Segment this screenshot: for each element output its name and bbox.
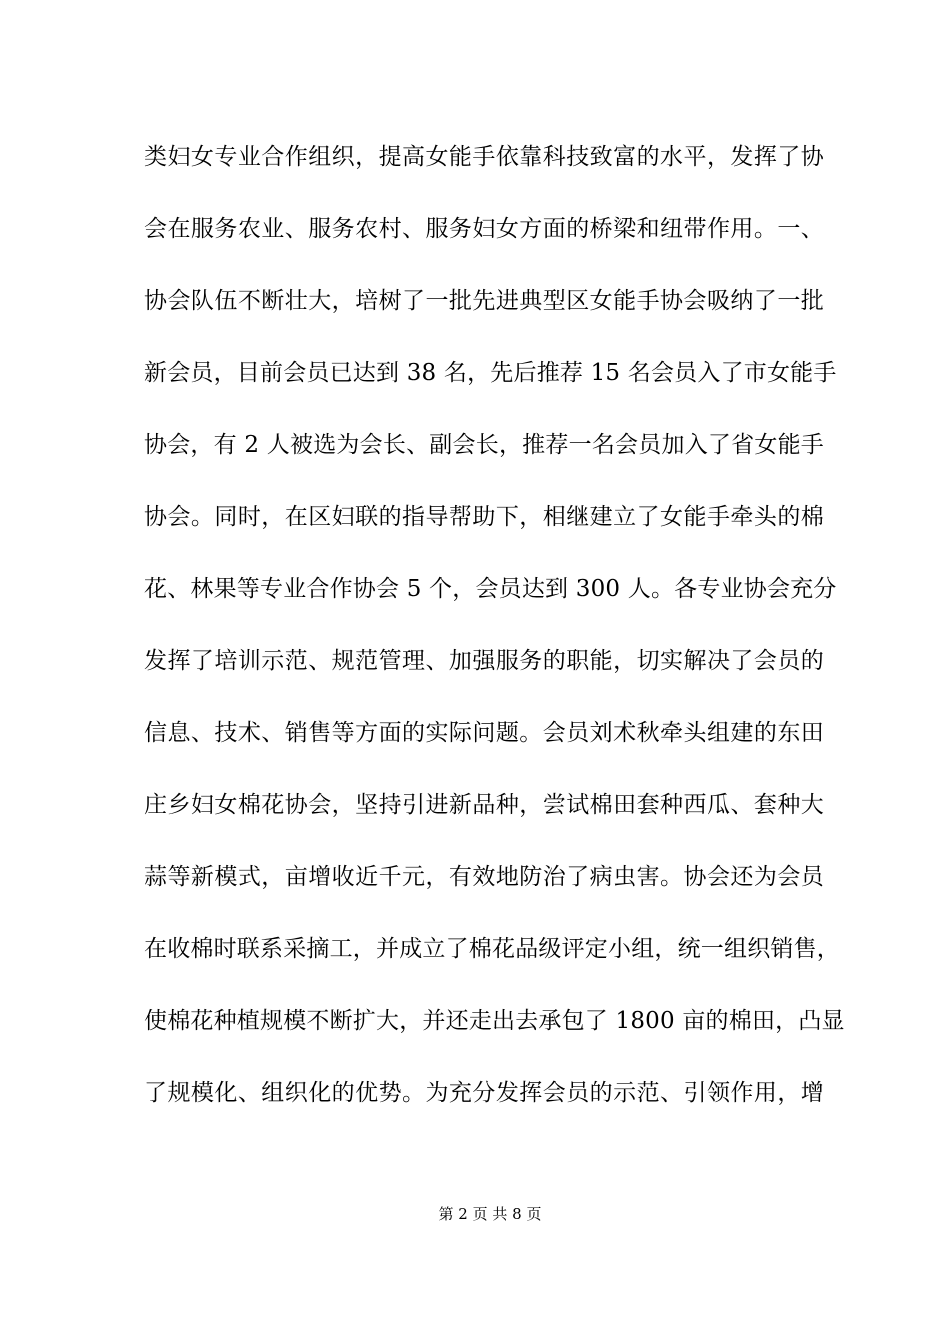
body-text-line: 蒜等新模式，亩增收近千元，有效地防治了病虫害。协会还为会员 xyxy=(144,864,824,890)
body-text-line: 协会，有 2 人被选为会长、副会长，推荐一名会员加入了省女能手 xyxy=(144,432,824,458)
body-text-line: 在收棉时联系采摘工，并成立了棉花品级评定小组，统一组织销售， xyxy=(144,936,840,962)
body-text-line: 了规模化、组织化的优势。为充分发挥会员的示范、引领作用，增 xyxy=(144,1080,824,1106)
body-text-line: 类妇女专业合作组织，提高女能手依靠科技致富的水平，发挥了协 xyxy=(144,144,824,170)
body-text-line: 信息、技术、销售等方面的实际问题。会员刘术秋牵头组建的东田 xyxy=(144,720,824,746)
body-text-line: 发挥了培训示范、规范管理、加强服务的职能，切实解决了会员的 xyxy=(144,648,824,674)
page-number-footer: 第 2 页 共 8 页 xyxy=(438,1205,542,1223)
body-text-line: 使棉花种植规模不断扩大，并还走出去承包了 1800 亩的棉田，凸显 xyxy=(144,1008,845,1034)
body-text-line: 花、林果等专业合作协会 5 个，会员达到 300 人。各专业协会充分 xyxy=(144,576,837,602)
body-text-line: 庄乡妇女棉花协会，坚持引进新品种，尝试棉田套种西瓜、套种大 xyxy=(144,792,824,818)
body-text-line: 会在服务农业、服务农村、服务妇女方面的桥梁和纽带作用。一、 xyxy=(144,216,824,242)
document-body xyxy=(144,128,845,1136)
body-text-line: 新会员，目前会员已达到 38 名，先后推荐 15 名会员入了市女能手 xyxy=(144,360,837,386)
body-text-line: 协会队伍不断壮大，培树了一批先进典型区女能手协会吸纳了一批 xyxy=(144,288,824,314)
body-text-line: 协会。同时，在区妇联的指导帮助下，相继建立了女能手牵头的棉 xyxy=(144,504,824,530)
